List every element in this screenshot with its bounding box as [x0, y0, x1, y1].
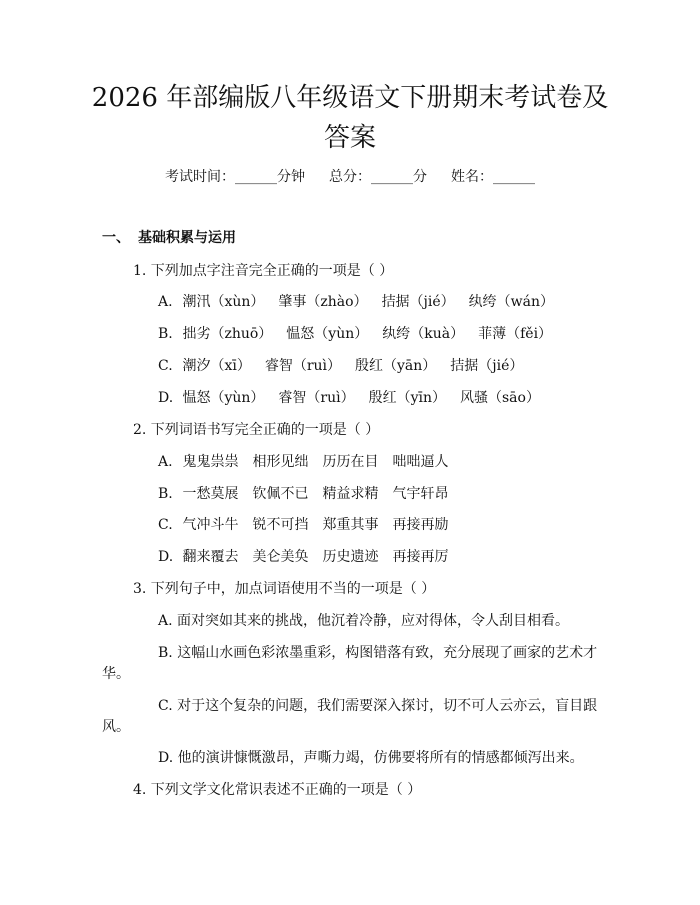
option-word: 殷红（yīn） — [368, 390, 446, 406]
option-word: 历史遗迹 — [322, 549, 379, 565]
q2-option-b — [158, 484, 462, 504]
option-word: 纨绔（kuà） — [382, 326, 465, 342]
q3-option-a: A. 面对突如其来的挑战，他沉着冷静，应对得体，令人刮目相看。 — [158, 613, 570, 629]
q2-option-d — [158, 547, 462, 567]
option-letter: B. — [158, 486, 173, 502]
option-word: 历历在目 — [322, 454, 379, 470]
option-word: 睿智（ruì） — [278, 390, 355, 406]
title-line-2: 答案 — [323, 123, 376, 153]
q3-option-c-continued: 风。 — [102, 719, 130, 735]
option-word: 郑重其事 — [322, 517, 379, 533]
option-word: 精益求精 — [322, 486, 379, 502]
option-word: 睿智（ruì） — [264, 358, 342, 374]
option-word: 纨绔（wán） — [468, 294, 555, 310]
q2-option-a — [158, 452, 462, 472]
option-word: 拮据（jié） — [450, 358, 524, 374]
option-word: 锐不可挡 — [252, 517, 309, 533]
option-word: 美仑美奂 — [252, 549, 309, 565]
q1-option-c — [158, 356, 537, 376]
option-word: 再接再厉 — [392, 549, 449, 565]
option-word: 再接再励 — [392, 517, 449, 533]
option-word: 气冲斗牛 — [182, 517, 239, 533]
q3-option-c: C. 对于这个复杂的问题，我们需要深入探讨，切不可人云亦云，盲目跟 — [158, 698, 598, 714]
option-word: 潮汛（xùn） — [182, 294, 265, 310]
q2-option-c — [158, 515, 462, 535]
q3-option-d: D. 他的演讲慷慨激昂，声嘶力竭，仿佛要将所有的情感都倾泻出来。 — [158, 750, 584, 766]
q1-option-a — [158, 292, 568, 312]
student-name: 姓名：______ — [451, 169, 535, 185]
option-word: 潮汐（xī） — [182, 358, 251, 374]
exam-time: 考试时间：______分钟 — [165, 169, 305, 185]
option-letter: C. — [158, 358, 173, 374]
option-word: 咄咄逼人 — [392, 454, 449, 470]
option-word: 风骚（sāo） — [460, 390, 540, 406]
section-heading — [102, 228, 236, 248]
question-3: 3. 下列句子中，加点词语使用不当的一项是（ ） — [133, 581, 436, 597]
option-letter: A. — [158, 294, 173, 310]
option-word: 殷红（yān） — [355, 358, 437, 374]
option-word: 相形见绌 — [252, 454, 309, 470]
option-letter: A. — [158, 454, 173, 470]
total-score: 总分：______分 — [329, 169, 427, 185]
page-title — [70, 78, 630, 158]
option-word: 愠怒（yùn） — [182, 390, 265, 406]
option-letter: C. — [158, 517, 173, 533]
q1-option-d — [158, 388, 554, 408]
option-letter: B. — [158, 326, 173, 342]
section-number: 一、 — [102, 230, 130, 246]
option-word: 翻来覆去 — [182, 549, 239, 565]
q1-option-b — [158, 324, 566, 344]
option-word: 肇事（zhào） — [278, 294, 368, 310]
q3-option-b-continued: 华。 — [102, 666, 130, 682]
option-letter: D. — [158, 390, 174, 406]
q3-option-b: B. 这幅山水画色彩浓墨重彩，构图错落有致，充分展现了画家的艺术才 — [158, 645, 598, 661]
title-line-1: 2026 年部编版八年级语文下册期末考试卷及 — [91, 83, 609, 113]
question-4: 4. 下列文学文化常识表述不正确的一项是（ ） — [133, 782, 422, 798]
option-word: 愠怒（yùn） — [286, 326, 369, 342]
option-word: 拮据（jié） — [381, 294, 455, 310]
option-word: 鬼鬼祟祟 — [182, 454, 239, 470]
question-2: 2. 下列词语书写完全正确的一项是（ ） — [133, 422, 380, 438]
option-word: 一愁莫展 — [182, 486, 239, 502]
section-title: 基础积累与运用 — [138, 230, 236, 246]
question-1: 1. 下列加点字注音完全正确的一项是（ ） — [133, 263, 394, 279]
option-word: 菲薄（fěi） — [478, 326, 553, 342]
option-word: 拙劣（zhuō） — [182, 326, 273, 342]
option-word: 气宇轩昂 — [392, 486, 449, 502]
option-letter: D. — [158, 549, 174, 565]
option-word: 钦佩不已 — [252, 486, 309, 502]
exam-info — [0, 167, 700, 187]
